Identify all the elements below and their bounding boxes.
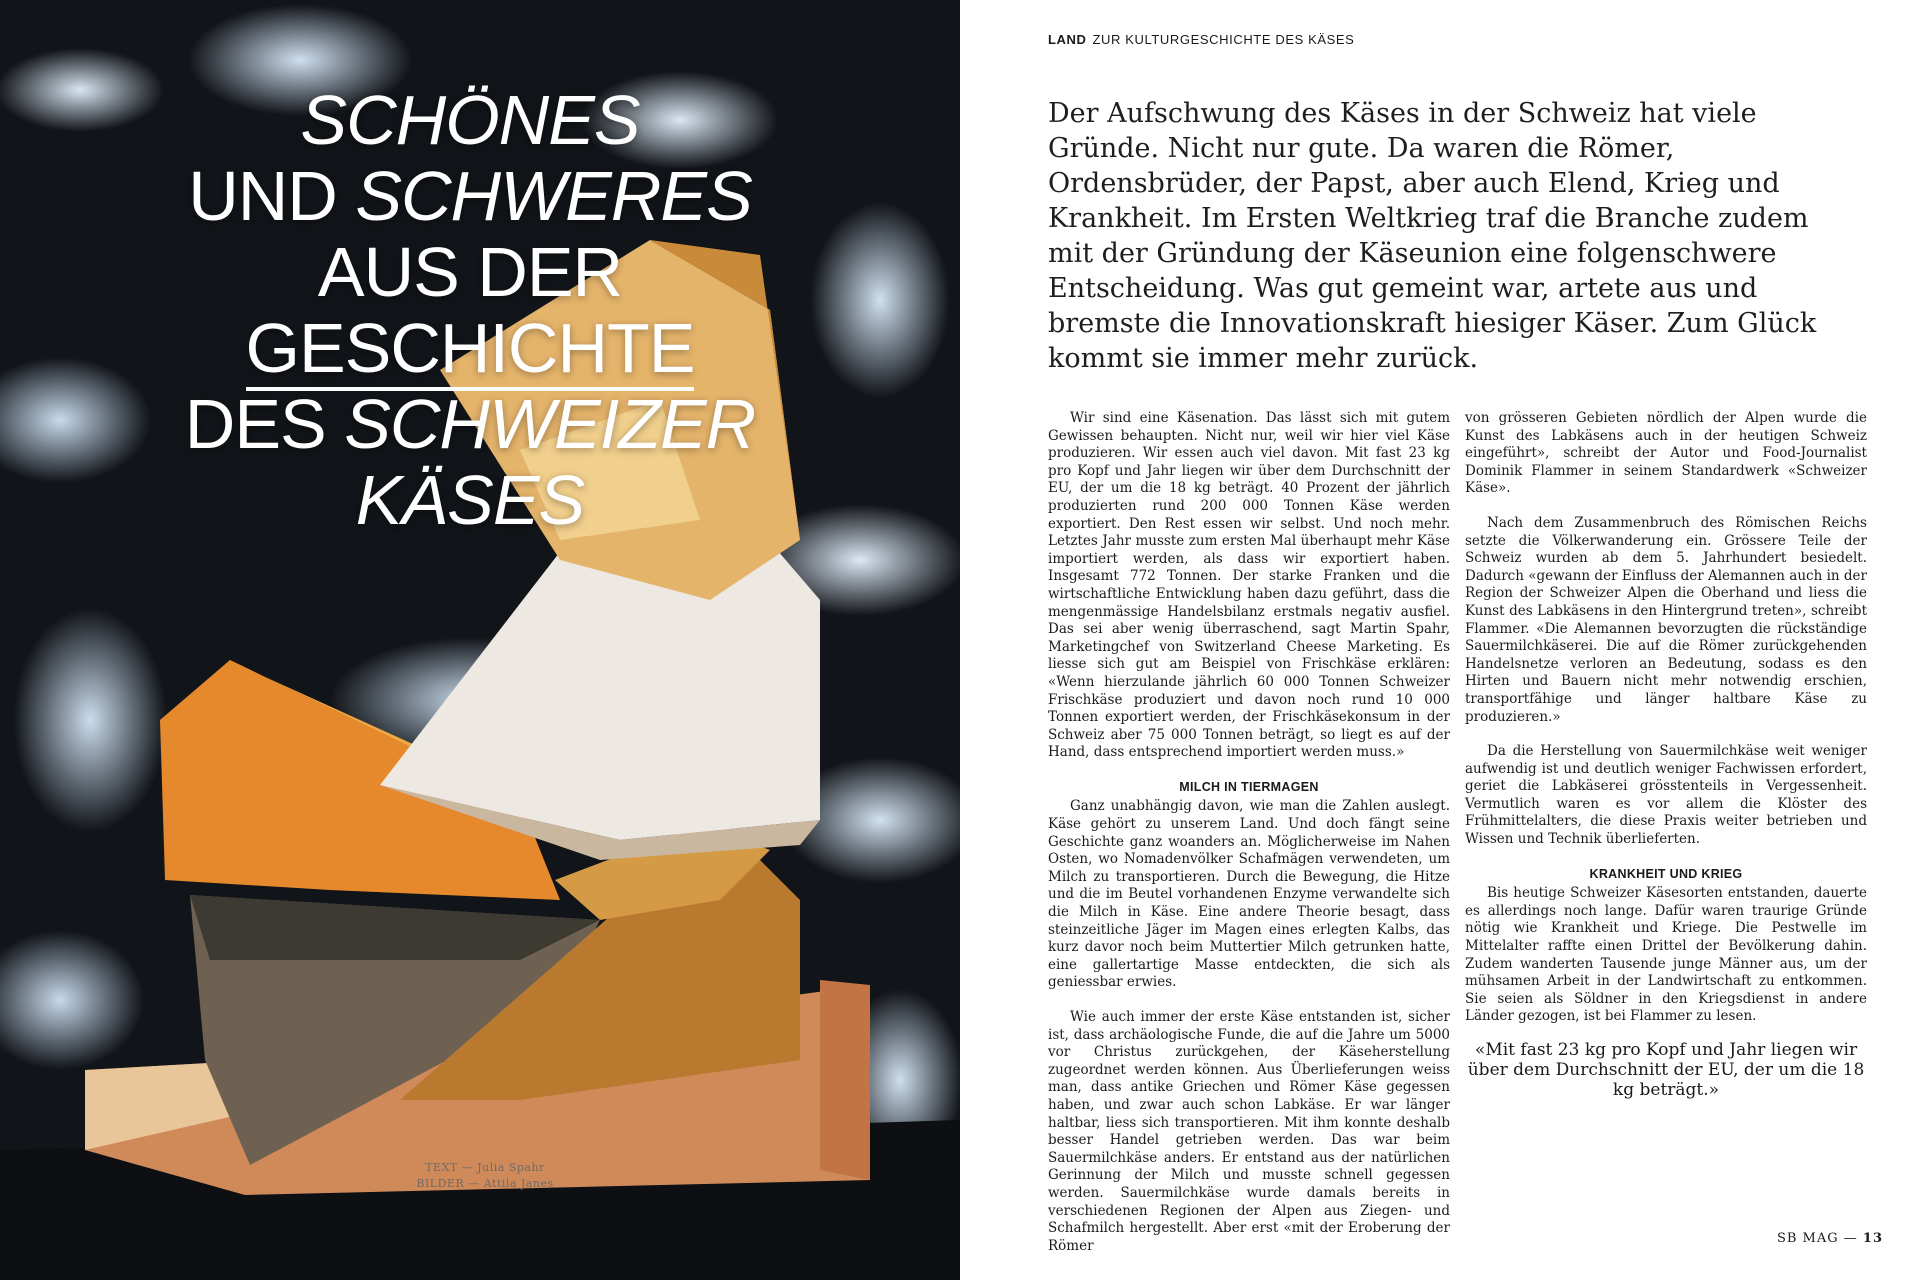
article-column-1 xyxy=(1048,410,1450,1272)
magazine-name: SB MAG — xyxy=(1776,1231,1858,1246)
pull-quote: «Mit fast 23 kg pro Kopf und Jahr liegen wir über dem Durchschnitt der EU, der um die 18 kg beträgt.» xyxy=(1467,1040,1865,1100)
headline-line-1: SCHÖNES xyxy=(300,81,640,159)
lead-paragraph: Der Aufschwung des Käses in der Schweiz hat viele Gründe. Nicht nur gute. Da waren die Römer, Ordensbrüder, der Papst, aber auch Elend, Krieg und Krankheit. Im Ersten Weltkrieg traf die Branche zudem mit der Gründung der Käseunion eine folgenschwere Entscheidung. Was gut gemeint war, artete aus und bremste die Innovationskraft hiesiger Käser. Zum Glück kommt sie immer mehr zurück. xyxy=(1048,98,1817,374)
headline-line-2b: SCHWERES xyxy=(355,157,752,235)
headline-line-4: GESCHICHTE xyxy=(246,309,695,391)
body-paragraph: von grösseren Gebieten nördlich der Alpen wurde die Kunst des Labkäsens auch in der heutigen Schweiz eingeführt», schreibt der Autor und Food-Journalist Dominik Flammer in seinem Standardwerk «Schweizer Käse». xyxy=(1465,410,1867,497)
credit-images: BILDER — Attila Janes xyxy=(416,1177,554,1190)
photo-credits xyxy=(360,1160,610,1192)
page-folio xyxy=(1777,1231,1883,1246)
body-paragraph: Bis heutige Schweizer Käsesorten entstanden, dauerte es allerdings noch lange. Dafür waren traurige Gründe nötig wie Krankheit und Kriege. Die Pestwelle im Mittelalter raffte einen Drittel der Bevölkerung dahin. Zudem wanderten Tausende junge Männer aus, um der mühsamen Arbeit in der Landwirtschaft zu entkommen. Sie seien als Söldner in den Kriegsdienst in andere Länder gezogen, ist bei Flammer zu lesen. xyxy=(1465,885,1867,1025)
body-paragraph: Da die Herstellung von Sauermilchkäse weit weniger aufwendig ist und deutlich weniger Fachwissen erfordert, geriet die Labkäserei grösstenteils in Vergessenheit. Vermutlich waren es vor allem die Klöster des Frühmittelalters, die diese Praxis weiter betrieben und Wissen und Technik überlieferten. xyxy=(1465,743,1867,848)
headline-line-3: AUS DER xyxy=(317,233,623,311)
subheading: MILCH IN TIERMAGEN xyxy=(1179,779,1319,794)
subheading: KRANKHEIT UND KRIEG xyxy=(1589,866,1743,881)
body-paragraph: Ganz unabhängig davon, wie man die Zahlen auslegt. Käse gehört zu unserem Land. Und doch fängt seine Geschichte ganz woanders an. Möglicherweise im Nahen Osten, wo Nomadenvölker Schafmägen verwendeten, um Milch zu transportieren. Durch die Bewegung, die Hitze und die im Beutel vorhandenen Enzyme verwandelte sich die Milch in Käse. Eine andere Theorie besagt, dass steinzeitliche Jäger im Magen eines erlegten Kalbs, das kurz davor noch beim Muttertier Milch getrunken hatte, eine gallertartige Masse entdeckten, die sich als geniessbar erwies. xyxy=(1048,798,1450,991)
kicker-section: LAND xyxy=(1048,32,1087,47)
headline-line-6: KÄSES xyxy=(355,461,585,539)
page-number: 13 xyxy=(1862,1231,1883,1246)
section-kicker xyxy=(1048,32,1354,47)
headline xyxy=(0,82,940,538)
body-paragraph: Wir sind eine Käsenation. Das lässt sich mit gutem Gewissen behaupten. Nicht nur, weil wir hier viel Käse produzieren. Wir essen auch viel davon. Mit fast 23 kg pro Kopf und Jahr liegen wir über dem Durchschnitt der EU, der um die 18 kg beträgt. 40 Prozent der jährlich produzierten rund 200 000 Tonnen Käse werden exportiert. Den Rest essen wir selbst. Und noch mehr. Letztes Jahr musste zum ersten Mal überhaupt mehr Käse importiert werden, als dass wir exportiert haben. Insgesamt 772 Tonnen. Der starke Franken und die wirtschaftliche Entwicklung haben dazu geführt, dass die mengenmässige Handelsbilanz erstmals negativ ausfiel. Das sei aber wenig überraschend, sagt Martin Spahr, Marketingchef von Switzerland Cheese Marketing. Es liesse sich gut am Beispiel von Frischkäse erklären: «Wenn hierzulande jährlich 60 000 Tonnen Schweizer Frischkäse produziert und davon noch rund 10 000 Tonnen exportiert werden, der Frischkäsekonsum in der Schweiz aber 75 000 Tonnen beträgt, so liegt es auf der Hand, dass entsprechend importiert werden muss.» xyxy=(1048,410,1450,761)
headline-line-5a: DES xyxy=(184,385,345,463)
headline-line-2a: UND xyxy=(188,157,356,235)
credit-text: TEXT — Julia Spahr xyxy=(425,1161,545,1174)
body-paragraph: Nach dem Zusammenbruch des Römischen Reichs setzte die Völkerwanderung ein. Grössere Teile der Schweiz wurden ab dem 5. Jahrhundert besiedelt. Dadurch «gewann der Einfluss der Alemannen auch in der Region der Schweizer Alpen die Oberhand und liess die Kunst des Labkäsens in den Hintergrund treten», schreibt Flammer. «Die Alemannen bevorzugten die rückständige Sauermilchkäserei. Die auf die Römer zurückgehenden Handelsnetze verloren an Bedeutung, sodass es den Hirten und Bauern nicht mehr notwendig erschien, transportfähige und länger haltbare Käse zu produzieren.» xyxy=(1465,514,1867,725)
body-paragraph: Wie auch immer der erste Käse entstanden ist, sicher ist, dass archäologische Funde, die auf die Jahre um 5000 vor Christus zurückgehen, der Käseherstellung zugeordnet werden können. Aus Überlieferungen weiss man, dass antike Griechen und Römer Käse gegessen haben, und zwar auch schon Labkäse. Er war länger haltbar, liess sich transportieren. Mit ihm konnte deshalb besser Handel getrieben werden. Das war beim Sauermilchkäse anders. Er entstand aus der natürlichen Gerinnung der Milch und musste schnell gegessen werden. Sauermilchkäse wurde damals bereits in verschiedenen Regionen der Alpen aus Ziegen- und Schafmilch hergestellt. Aber erst «mit der Eroberung der Römer xyxy=(1048,1009,1450,1254)
headline-line-5b: SCHWEIZER xyxy=(344,385,756,463)
article-page xyxy=(960,0,1920,1280)
article-column-2 xyxy=(1465,410,1867,1043)
kicker-title: ZUR KULTURGESCHICHTE DES KÄSES xyxy=(1092,32,1355,47)
